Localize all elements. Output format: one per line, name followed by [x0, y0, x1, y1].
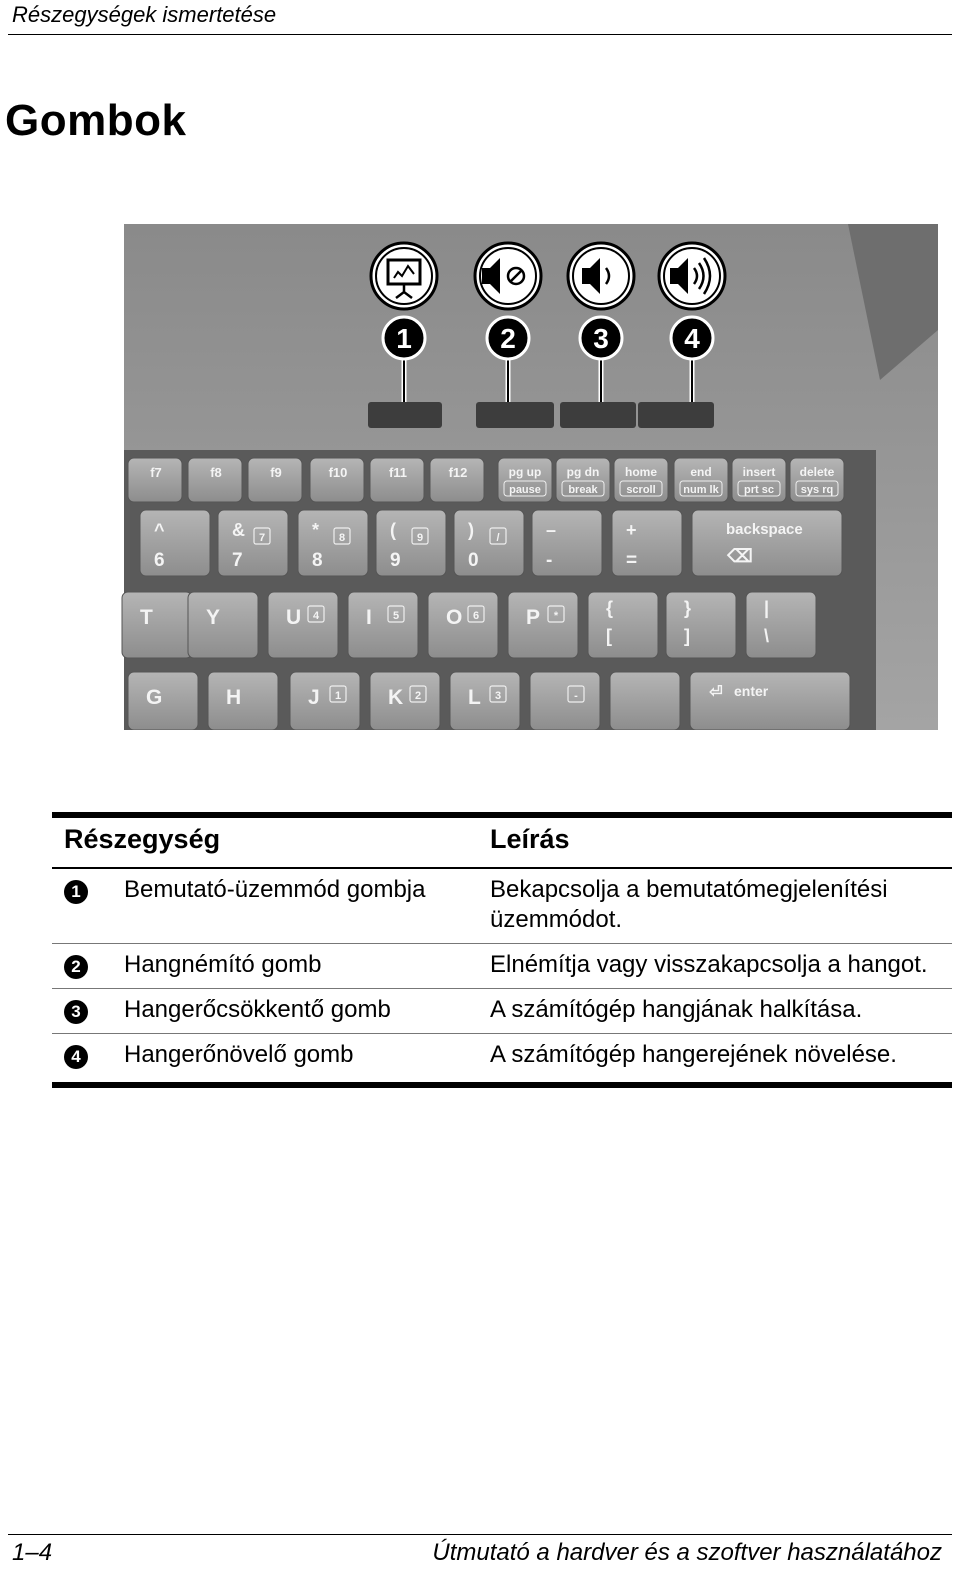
number-key: [298, 510, 368, 576]
key-label: L: [468, 686, 481, 709]
key-label: ⌫: [727, 546, 753, 566]
number-key: [218, 510, 288, 576]
key-label: O: [446, 606, 463, 629]
key-label: 8: [312, 550, 323, 571]
key-label: T: [140, 606, 153, 629]
key-label: /: [496, 532, 500, 544]
letter-key: [188, 592, 258, 658]
letter-key: [268, 592, 338, 658]
key-label: 9: [390, 550, 401, 571]
key-label: f10: [328, 465, 348, 480]
key-label: =: [626, 550, 638, 571]
icon-circle: [371, 243, 437, 309]
volume-down-button: [560, 402, 636, 428]
key-label: f11: [388, 465, 408, 480]
key-label: U: [286, 606, 302, 629]
book-title: Útmutató a hardver és a szoftver használatához: [432, 1539, 942, 1566]
callout-number-4: 4: [64, 1045, 88, 1069]
key-label: 3: [494, 690, 502, 702]
key-label: f8: [210, 465, 222, 480]
key-label: f9: [270, 465, 282, 480]
page-number: 1–4: [12, 1539, 53, 1566]
key-label: pg dn: [566, 465, 600, 479]
key-label: break: [568, 484, 598, 496]
letter-key: [208, 672, 278, 730]
page-title: Gombok: [5, 96, 187, 145]
part-description: A számítógép hangerejének növelése.: [490, 1034, 952, 1086]
table-header-row: [52, 815, 952, 868]
number-key: [140, 510, 210, 576]
key-label: 9: [416, 532, 424, 544]
part-description: Elnémítja vagy visszakapcsolja a hangot.: [490, 944, 952, 989]
callout-number-3: 3: [64, 1000, 88, 1024]
number-key: [376, 510, 446, 576]
key-label: ]: [684, 626, 690, 646]
bracket-key: [588, 592, 658, 658]
key-label: 5: [392, 610, 400, 622]
key-label: J: [308, 686, 320, 709]
letter-key: [530, 672, 600, 730]
key-label: scroll: [626, 484, 656, 496]
key-label: &: [232, 520, 245, 540]
mute-button: [476, 402, 554, 428]
backspace-key: [692, 510, 842, 576]
key-label: pg up: [508, 465, 542, 479]
number-key: [454, 510, 524, 576]
key-label: backspace: [726, 521, 803, 538]
key-label: ): [468, 520, 474, 540]
key-label: -: [546, 550, 553, 571]
key-label: insert: [742, 465, 776, 479]
callout-number-1: 1: [64, 880, 88, 904]
key-label: |: [764, 598, 770, 618]
key-label: *: [553, 610, 559, 622]
callout-number: 1: [396, 323, 412, 354]
number-key: [532, 510, 602, 576]
key-label: H: [226, 686, 242, 709]
key-label: home: [624, 465, 658, 479]
icon-circle: [659, 243, 725, 309]
part-name: Hangerőnövelő gomb: [124, 1034, 490, 1086]
key-label: 8: [338, 532, 346, 544]
key-label: 6: [154, 550, 165, 571]
key-label: –: [546, 520, 557, 540]
table-row: [52, 989, 952, 1034]
volume-up-button: [638, 402, 714, 428]
enter-key: [690, 672, 850, 730]
key-label: ^: [154, 520, 165, 540]
key-label: f7: [150, 465, 162, 480]
key-label: 0: [468, 550, 479, 571]
key-label: 7: [258, 532, 266, 544]
key-label: (: [390, 520, 396, 540]
callout-number: 4: [684, 323, 700, 354]
key-label: +: [626, 520, 637, 540]
bracket-key: [666, 592, 736, 658]
letter-key: [128, 672, 198, 730]
keyboard-illustration: [118, 210, 938, 730]
key-label: [: [606, 626, 612, 646]
letter-key: [428, 592, 498, 658]
key-label: end: [690, 465, 712, 479]
key-label: 4: [312, 610, 320, 622]
key-label: -: [574, 690, 578, 702]
letter-key: [122, 592, 192, 658]
running-title: Részegységek ismertetése: [12, 2, 277, 27]
key-label: 6: [472, 610, 480, 622]
part-name: Bemutató-üzemmód gombja: [124, 868, 490, 944]
part-name: Hangerőcsökkentő gomb: [124, 989, 490, 1034]
callout-number: 3: [593, 323, 609, 354]
callout-number: 2: [500, 323, 516, 354]
table-row: [52, 868, 952, 944]
key-label: sys rq: [800, 484, 834, 496]
parts-table: [52, 812, 952, 1088]
key-label: 1: [334, 690, 342, 702]
key-label: *: [312, 520, 320, 540]
key-label: G: [146, 686, 163, 709]
key-label: P: [526, 606, 541, 629]
table-row: [52, 1034, 952, 1086]
key-label: K: [388, 686, 404, 709]
key-label: Y: [206, 606, 221, 629]
callout-number-2: 2: [64, 955, 88, 979]
letter-key: [290, 672, 360, 730]
letter-key: [508, 592, 578, 658]
key-label: f12: [448, 465, 468, 480]
icon-circle: [568, 243, 634, 309]
key-label: pause: [509, 484, 541, 496]
key-label: enter: [734, 683, 769, 699]
part-column-header: Részegység: [52, 815, 490, 868]
key-label: }: [684, 598, 692, 618]
key-label: num lk: [683, 484, 719, 496]
description-column-header: Leírás: [490, 815, 952, 868]
presentation-button: [368, 402, 442, 428]
key-label: \: [764, 626, 770, 646]
part-name: Hangnémító gomb: [124, 944, 490, 989]
key-label: I: [366, 606, 372, 629]
table-row: [52, 944, 952, 989]
letter-key: [610, 672, 680, 730]
part-description: Bekapcsolja a bemutatómegjelenítési üzemmódot.: [490, 868, 952, 944]
key-label: ⏎: [709, 684, 723, 701]
key-label: delete: [799, 465, 835, 479]
key-label: 7: [232, 550, 243, 571]
key-label: {: [606, 598, 614, 618]
key-label: prt sc: [744, 484, 774, 496]
bracket-key: [746, 592, 816, 658]
running-header: [8, 0, 952, 35]
letter-key: [348, 592, 418, 658]
part-description: A számítógép hangjának halkítása.: [490, 989, 952, 1034]
key-label: 2: [414, 690, 422, 702]
letter-key: [370, 672, 440, 730]
number-key: [612, 510, 682, 576]
letter-key: [450, 672, 520, 730]
page-footer: [8, 1534, 952, 1566]
